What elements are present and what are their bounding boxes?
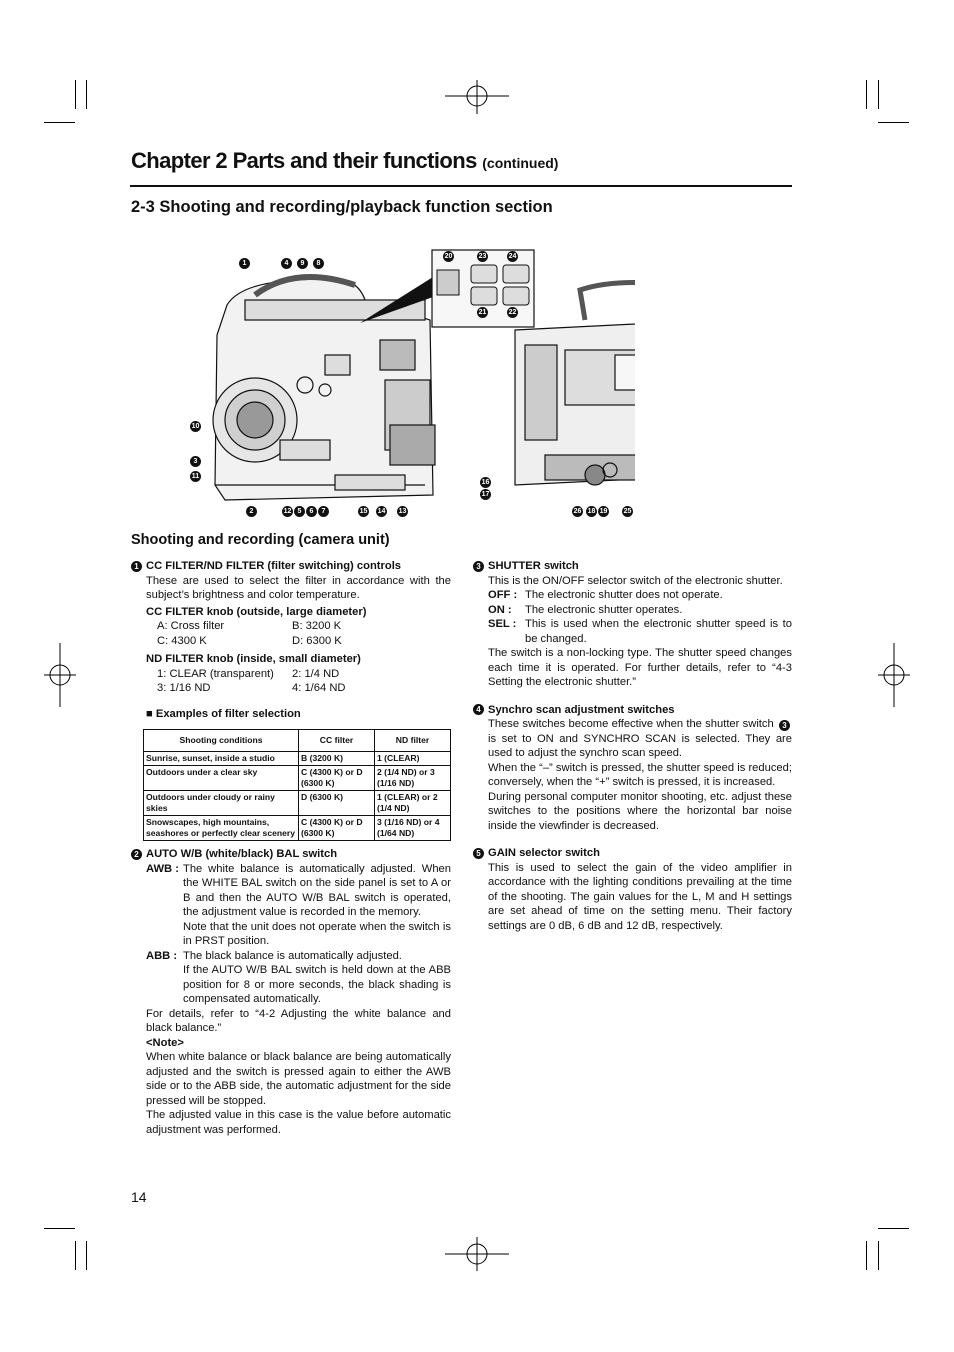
table-row — [144, 752, 451, 766]
registration-mark-right — [878, 643, 910, 707]
callout-16: 16 — [481, 479, 490, 486]
callout-20: 20 — [444, 253, 453, 260]
table-row — [144, 791, 451, 816]
nd-option: 4: 1/64 ND — [292, 682, 346, 694]
item2-number: 2 — [131, 849, 142, 860]
item5-body: This is used to select the gain of the video amplifier in accordance with the lighting conditions prevailing at the time of the shooting. The gain values for the L, M and H settings are set ahead of time on the setting menu. Their factory settings are 0 dB, 6 dB and 12 dB, respectively. — [488, 861, 792, 932]
crop-mark — [44, 1228, 75, 1229]
item4-body-2: When the “–” switch is pressed, the shutter speed is reduced; conversely, when the “+” switch is pressed, it is increased. — [488, 761, 792, 788]
callout-17: 17 — [481, 491, 490, 498]
callout-4: 4 — [281, 258, 292, 269]
table-header-row — [144, 730, 451, 752]
callout-2: 2 — [246, 506, 257, 517]
callout-3: 3 — [190, 456, 201, 467]
table-cell: 1 (CLEAR) — [375, 752, 451, 766]
examples-title: ■ Examples of filter selection — [146, 707, 301, 720]
abb-row — [146, 949, 451, 964]
sel-row — [488, 617, 792, 646]
callout-19: 19 — [599, 508, 608, 515]
callout-5: 5 — [294, 506, 305, 517]
nd-option: 3: 1/16 ND — [157, 682, 211, 694]
off-text: The electronic shutter does not operate. — [525, 589, 723, 601]
crop-mark — [44, 122, 75, 123]
awb-text: The white balance is automatically adjusted. When the WHITE BAL switch on the side panel is set to A or B and then the AUTO W/B BAL switch is operated, the adjustment value is recorded in the memory. — [183, 862, 451, 918]
crop-mark — [75, 1241, 76, 1270]
cc-option: C: 4300 K — [157, 634, 207, 647]
callout-6: 6 — [306, 506, 317, 517]
callout-7: 7 — [318, 506, 329, 517]
item5-number: 5 — [473, 848, 484, 859]
table-header: Shooting conditions — [144, 730, 299, 752]
item3-heading — [473, 559, 792, 574]
right-column — [473, 559, 792, 933]
item1-body: These are used to select the filter in accordance with the subject’s brightness and color temperature. — [146, 574, 451, 601]
table-row — [144, 816, 451, 841]
sel-key: SEL : — [488, 618, 517, 630]
table-cell: C (4300 K) or D (6300 K) — [299, 766, 375, 791]
callout-12: 12 — [283, 508, 292, 515]
item4-body-b: is set to ON and SYNCHRO SCAN is selected. They are used to adjust the synchro scan speed. — [488, 732, 792, 759]
item4-number: 4 — [473, 704, 484, 715]
item4-body-3: During personal computer monitor shooting, etc. adjust these switches to the positions where the horizontal bar noise inside the viewfinder is decreased. — [488, 790, 792, 832]
table-cell: 2 (1/4 ND) or 3 (1/16 ND) — [375, 766, 451, 791]
section-title: 2-3 Shooting and recording/playback function section — [131, 198, 553, 216]
item4-heading — [473, 703, 792, 718]
sel-text: This is used when the electronic shutter speed is to be changed. — [525, 618, 792, 645]
nd-option: 1: CLEAR (transparent) — [157, 667, 274, 680]
crop-mark — [866, 80, 867, 109]
item4-body — [488, 717, 792, 761]
callout-13: 13 — [398, 508, 407, 515]
callout-26: 26 — [573, 508, 582, 515]
title-rule — [130, 185, 792, 187]
continued-label: (continued) — [482, 155, 559, 171]
table-cell: B (3200 K) — [299, 752, 375, 766]
awb-key: AWB : — [146, 862, 179, 875]
item2-title: AUTO W/B (white/black) BAL switch — [146, 848, 338, 860]
table-cell: Snowscapes, high mountains, seashores or perfectly clear scenery — [144, 816, 299, 841]
note-text-1: When white balance or black balance are being automatically adjusted and the switch is pressed again to either the AWB side or to the ABB side, the automatic adjustment for the side pressed will be stopped. — [146, 1051, 451, 1107]
chapter-title-text: Chapter 2 Parts and their functions — [131, 148, 477, 173]
crop-mark — [86, 1241, 87, 1270]
callout-23: 23 — [478, 253, 487, 260]
subsection-title: Shooting and recording (camera unit) — [131, 532, 390, 548]
cc-filter-list — [131, 619, 451, 648]
square-bullet-icon: ■ — [146, 707, 156, 720]
item5-title: GAIN selector switch — [488, 847, 600, 859]
callout-10: 10 — [191, 423, 200, 430]
cc-filter-title: CC FILTER knob (outside, large diameter) — [146, 605, 367, 618]
table-header: CC filter — [299, 730, 375, 752]
filter-examples-table — [143, 729, 451, 841]
cc-option: D: 6300 K — [292, 634, 342, 647]
crop-mark — [878, 1241, 879, 1270]
callout-24: 24 — [508, 253, 517, 260]
item2-heading — [131, 847, 451, 862]
callout-15: 15 — [359, 508, 368, 515]
item1-heading — [131, 559, 451, 574]
abb-text-2: If the AUTO W/B BAL switch is held down at the ABB position for 8 or more seconds, the black shading is compensated automatically. — [183, 964, 451, 1005]
callout-25: 25 — [623, 508, 632, 515]
table-cell: C (4300 K) or D (6300 K) — [299, 816, 375, 841]
table-row — [144, 766, 451, 791]
registration-mark-bottom — [445, 1237, 509, 1271]
item2-details: For details, refer to “4-2 Adjusting the white balance and black balance.” — [146, 1007, 451, 1034]
table-cell: 1 (CLEAR) or 2 (1/4 ND) — [375, 791, 451, 816]
item3-number: 3 — [473, 561, 484, 572]
table-cell: Outdoors under a clear sky — [144, 766, 299, 791]
callout-14: 14 — [377, 508, 386, 515]
nd-filter-list — [131, 667, 451, 696]
table-cell: Sunrise, sunset, inside a studio — [144, 752, 299, 766]
off-key: OFF : — [488, 589, 518, 601]
nd-filter-title: ND FILTER knob (inside, small diameter) — [146, 653, 361, 665]
cc-option: A: Cross filter — [157, 620, 225, 632]
awb-note: Note that the unit does not operate when the switch is in PRST position. — [183, 920, 451, 947]
callout-1: 1 — [239, 258, 250, 269]
crop-mark — [866, 1241, 867, 1270]
note-text-2: The adjusted value in this case is the value before automatic adjustment was performed. — [146, 1109, 451, 1136]
item1-number: 1 — [131, 561, 142, 572]
cc-option: B: 3200 K — [292, 620, 342, 632]
nd-option: 2: 1/4 ND — [292, 667, 340, 680]
callout-21: 21 — [478, 309, 487, 316]
crop-mark — [75, 80, 76, 109]
table-cell: D (6300 K) — [299, 791, 375, 816]
camera-figure — [185, 245, 635, 520]
item4-ref-number: 3 — [779, 720, 790, 731]
callout-18: 18 — [587, 508, 596, 515]
abb-text: The black balance is automatically adjusted. — [183, 949, 402, 962]
table-cell: 3 (1/16 ND) or 4 (1/64 ND) — [375, 816, 451, 841]
crop-mark — [878, 1228, 909, 1229]
table-cell: Outdoors under cloudy or rainy skies — [144, 791, 299, 816]
chapter-title — [131, 148, 558, 174]
registration-mark-top — [445, 80, 509, 114]
callout-9: 9 — [297, 258, 308, 269]
on-row — [488, 603, 792, 618]
awb-row — [146, 862, 451, 920]
on-text: The electronic shutter operates. — [525, 603, 683, 616]
abb-key: ABB : — [146, 949, 178, 962]
left-column — [131, 559, 451, 1137]
page-number: 14 — [131, 1189, 147, 1205]
item3-body-2: The switch is a non-locking type. The shutter speed changes each time it is operated. For further details, refer to “4-3 Setting the electronic shutter.” — [488, 647, 792, 688]
off-row — [488, 588, 792, 603]
registration-mark-left — [44, 643, 76, 707]
item4-title: Synchro scan adjustment switches — [488, 703, 675, 716]
callout-11: 11 — [191, 473, 200, 480]
crop-mark — [878, 122, 909, 123]
item1-title: CC FILTER/ND FILTER (filter switching) controls — [146, 560, 402, 572]
item5-heading — [473, 846, 792, 861]
item4-body-a: These switches become effective when the shutter switch — [488, 718, 774, 730]
crop-mark — [878, 80, 879, 109]
callout-8: 8 — [313, 258, 324, 269]
on-key: ON : — [488, 603, 512, 616]
table-header: ND filter — [375, 730, 451, 752]
item3-body: This is the ON/OFF selector switch of the electronic shutter. — [488, 574, 783, 587]
item3-title: SHUTTER switch — [488, 560, 579, 572]
note-label: <Note> — [146, 1036, 184, 1049]
crop-mark — [86, 80, 87, 109]
callout-22: 22 — [508, 309, 517, 316]
